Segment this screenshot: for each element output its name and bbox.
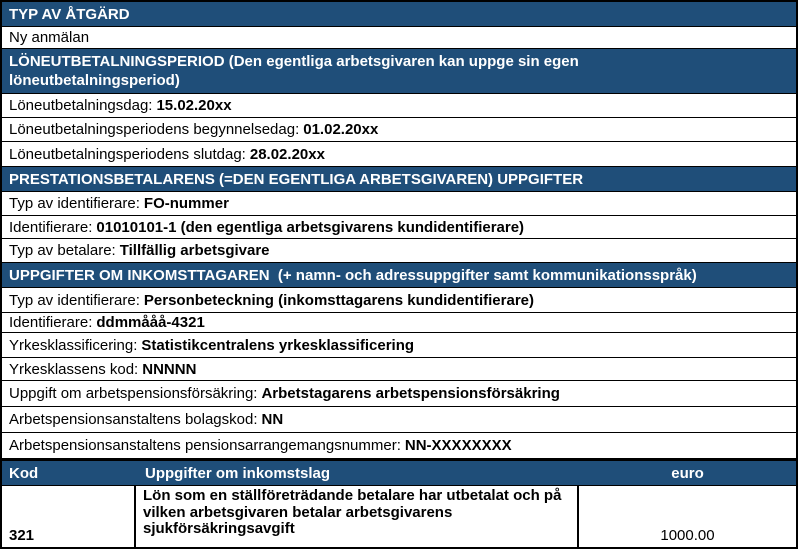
column-header-uppgifter-om-inkomstslag: Uppgifter om inkomstslag [145,465,331,482]
section-header-line1: LÖNEUTBETALNINGSPERIOD (Den egentliga arbetsgivaren kan uppge sin egen [9,53,579,70]
cell-beskrivning [136,486,579,547]
section-header-typ-av-atgard [2,2,796,27]
field-label: Arbetspensionsanstaltens bolagskod: [9,411,258,428]
field-value: NNNNN [142,360,197,378]
section-header-label: TYP AV ÅTGÄRD [9,5,130,23]
field-label: Löneutbetalningsdag: [9,97,153,114]
field-label: Typ av identifierare: [9,195,140,212]
field-label: Uppgift om arbetspensionsförsäkring: [9,385,258,402]
euro-value: 1000.00 [660,527,715,544]
field-value: 15.02.20xx [156,97,232,114]
field-value: NN [261,411,284,428]
field-loneutbetalningsdag [2,94,796,118]
field-period-slutdag [2,142,796,167]
field-value: Tillfällig arbetsgivare [119,242,270,259]
section-header-line2: löneutbetalningsperiod) [9,72,180,89]
field-label: Yrkesklassens kod: [9,360,139,378]
field-typ-av-betalare [2,239,796,263]
field-label: Typ av betalare: [9,242,116,259]
field-value: 01.02.20xx [303,121,379,138]
field-label: Identifierare: [9,314,93,331]
field-value: NN-XXXXXXXX [404,437,512,454]
field-yrkesklassificering [2,333,796,358]
beskrivning-text: Lön som en ställföreträdande betalare har utbetalat och på vilken arbetsgivaren betalar arbetsgivarens sjukförsäkringsavgift [143,487,562,537]
field-arbetspensionsforsakring [2,381,796,407]
field-value: ddmmååå-4321 [96,314,205,331]
cell-euro [579,486,796,547]
field-value: Statistikcentralens yrkesklassificering [141,336,415,354]
section-header-label: PRESTATIONSBETALARENS (=DEN EGENTLIGA ARBETSGIVAREN) UPPGIFTER [9,170,584,188]
field-label: Löneutbetalningsperiodens begynnelsedag: [9,121,300,138]
field-label: Identifierare: [9,218,93,236]
field-label: Löneutbetalningsperiodens slutdag: [9,145,246,163]
field-ny-anmalan [2,27,796,49]
field-bolagskod [2,407,796,433]
section-header-label: UPPGIFTER OM INKOMSTTAGAREN (+ namn- och adressuppgifter samt kommunikationsspråk) [9,266,697,284]
field-value: FO-nummer [143,195,229,212]
section-header-prestationsbetalaren [2,167,796,192]
cell-kod [2,486,136,547]
section-header-loneutbetalningsperiod [2,49,796,94]
field-betalare-typ-av-identifierare [2,192,796,216]
inkomstslag-table-row [2,486,796,547]
field-value: 28.02.20xx [249,145,325,163]
kod-value: 321 [9,527,35,544]
column-header-kod: Kod [9,465,39,482]
field-tagare-typ-av-identifierare [2,288,796,313]
field-tagare-identifierare [2,313,796,333]
section-header-inkomsttagaren [2,263,796,288]
field-label: Yrkesklassificering: [9,336,138,354]
field-label: Typ av identifierare: [9,291,140,309]
field-label: Arbetspensionsanstaltens pensionsarrangemangsnummer: [9,437,401,454]
inkomstslag-table-header [2,459,796,486]
field-period-begynnelsedag [2,118,796,142]
field-yrkesklassens-kod [2,358,796,381]
field-value: Ny anmälan [9,29,90,46]
field-value: 01010101-1 (den egentliga arbetsgivarens kundidentifierare) [96,218,525,236]
field-betalare-identifierare [2,216,796,239]
column-header-euro: euro [671,465,704,482]
field-value: Arbetstagarens arbetspensionsförsäkring [261,385,560,402]
field-value: Personbeteckning (inkomsttagarens kundidentifierare) [143,291,534,309]
field-pensionsarrangemangsnummer [2,433,796,459]
